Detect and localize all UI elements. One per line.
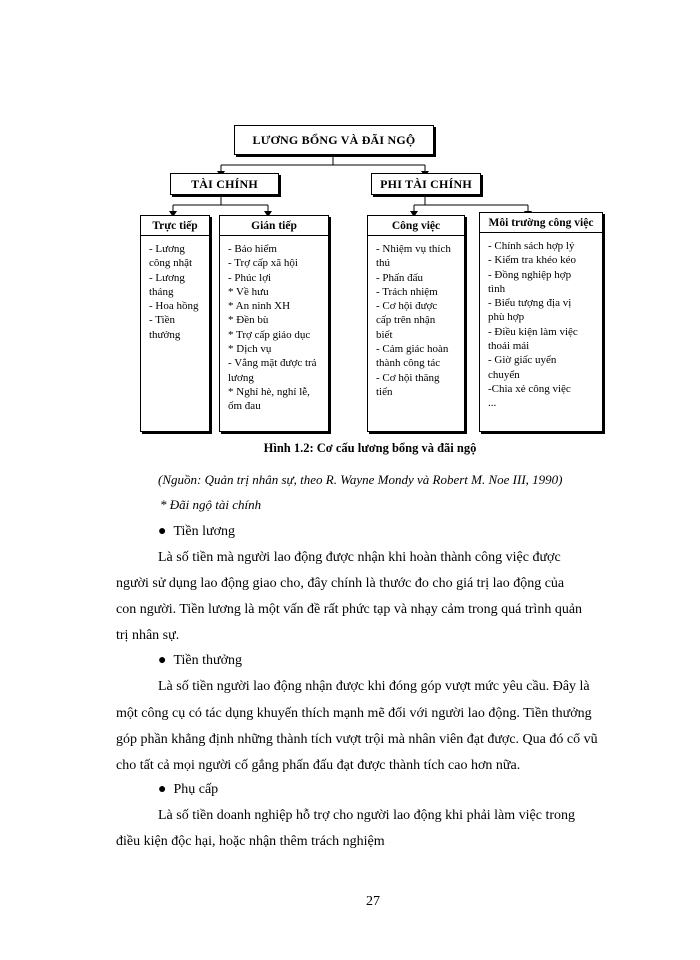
list-item: - Biểu tượng địa vị [488, 297, 572, 310]
list-item: * Về hưu [228, 285, 269, 298]
list-item: thú [376, 257, 391, 270]
list-item: ... [488, 397, 497, 410]
list-item: - Kiểm tra khéo kéo [488, 254, 576, 267]
column-direct-title: Trực tiếp [141, 216, 209, 236]
paragraph-bonus-line-4: cho tất cả mọi người cố gắng phấn đấu đạt được thành tích cao hơn nữa. [116, 758, 521, 773]
bullet-dot-icon: ● [158, 782, 167, 797]
list-item: chuyển [488, 368, 520, 381]
list-item: - Cơ hội được [376, 300, 438, 313]
list-item: - Hoa hồng [149, 300, 199, 313]
list-item: tháng [149, 285, 174, 298]
column-job [367, 215, 465, 432]
figure-source: (Nguồn: Quản trị nhân sự, theo R. Wayne Mondy và Robert M. Noe III, 1990) [158, 472, 563, 487]
list-item: - Chính sách hợp lý [488, 240, 575, 252]
list-item: tình [488, 282, 506, 295]
column-work-environment-title: Môi trường công việc [480, 213, 602, 233]
list-item: * Đền bù [228, 314, 269, 327]
list-item: - Vắng mặt được trả [228, 357, 317, 370]
diagram-root-title: LƯƠNG BỔNG VÀ ĐÃI NGỘ [252, 133, 416, 147]
list-item: cấp trên nhận [376, 314, 436, 327]
paragraph-bonus-line-2: một công cụ có tác dụng khuyến thích mạnh mẽ đối với người lao động. Tiền thưởng [116, 706, 592, 721]
list-item: - Bảo hiểm [228, 243, 277, 255]
bullet-bonus-label: Tiền thưởng [173, 653, 243, 668]
list-item: * An ninh XH [228, 300, 291, 313]
column-job-list [368, 236, 464, 399]
bullet-allowance [158, 782, 218, 798]
list-item: - Phúc lợi [228, 271, 272, 284]
column-indirect-title: Gián tiếp [220, 216, 328, 236]
list-item: phù hợp [488, 311, 525, 324]
list-item: - Tiền [149, 314, 175, 327]
paragraph-bonus-line-3: góp phần khẳng định những thành tích vượt trội mà nhân viên đạt được. Qua đó cổ vũ [116, 732, 598, 747]
branch-nonfinancial-title: PHI TÀI CHÍNH [380, 177, 472, 191]
list-item: -Chia xẻ công việc [488, 382, 571, 395]
list-item: * Dịch vụ [228, 343, 272, 356]
list-item: - Phấn đấu [376, 271, 424, 284]
list-item: - Nhiệm vụ thích [376, 243, 451, 255]
column-work-environment-list [480, 233, 602, 411]
paragraph-salary-line-4: trị nhân sự. [116, 628, 180, 643]
diagram-root-box [234, 125, 434, 155]
page-number: 27 [366, 894, 380, 909]
column-job-title: Công việc [368, 216, 464, 236]
column-indirect-list [220, 236, 328, 414]
branch-financial-box [170, 173, 279, 195]
paragraph-bonus-line-1: Là số tiền người lao động nhận được khi đóng góp vượt mức yêu cầu. Đây là [158, 679, 590, 694]
column-work-environment [479, 212, 603, 432]
paragraph-allowance-line-2: điều kiện độc hại, hoặc nhận thêm trách nghiệm [116, 834, 385, 849]
paragraph-salary-line-3: con người. Tiền lương là một vấn đề rất phức tạp và nhạy cảm trong quá trình quản [116, 602, 583, 617]
paragraph-salary-line-1: Là số tiền mà người lao động được nhận khi hoàn thành công việc được [158, 550, 561, 565]
subheading-financial: * Đãi ngộ tài chính [160, 497, 262, 512]
list-item: - Điều kiện làm việc [488, 325, 578, 338]
branch-financial-title: TÀI CHÍNH [191, 177, 258, 191]
column-direct-list [141, 236, 209, 342]
paragraph-allowance-line-1: Là số tiền doanh nghiệp hỗ trợ cho người lao động khi phải làm việc trong [158, 808, 576, 823]
list-item: - Trách nhiệm [376, 285, 438, 298]
bullet-allowance-label: Phụ cấp [173, 782, 219, 797]
list-item: lương [228, 371, 254, 384]
list-item: công nhật [149, 257, 193, 270]
list-item: thưởng [149, 328, 181, 341]
list-item: - Giờ giấc uyển [488, 354, 557, 367]
bullet-bonus [158, 653, 242, 669]
bullet-salary [158, 524, 235, 540]
list-item: biết [376, 328, 393, 341]
list-item: - Lương [149, 271, 185, 284]
list-item: - Lương [149, 243, 185, 255]
list-item: - Trợ cấp xã hội [228, 257, 298, 270]
column-direct [140, 215, 210, 432]
list-item: - Cảm giác hoàn [376, 343, 449, 356]
column-indirect [219, 215, 329, 432]
list-item: - Cơ hội thăng [376, 371, 440, 384]
list-item: * Nghỉ hè, nghỉ lễ, [228, 385, 310, 398]
branch-nonfinancial-box [371, 173, 481, 195]
list-item: - Đồng nghiệp hợp [488, 268, 572, 281]
bullet-dot-icon: ● [158, 653, 167, 668]
figure-caption: Hình 1.2: Cơ cấu lương bổng và đãi ngộ [263, 441, 477, 455]
list-item: * Trợ cấp giáo dục [228, 328, 311, 341]
list-item: ốm đau [228, 400, 261, 413]
bullet-salary-label: Tiền lương [173, 524, 236, 539]
paragraph-salary-line-2: người sử dụng lao động giao cho, đây chính là thước đo cho giá trị lao động của [116, 576, 565, 591]
list-item: thành công tác [376, 357, 441, 370]
bullet-dot-icon: ● [158, 524, 167, 539]
list-item: thoải mái [488, 340, 530, 353]
list-item: tiến [376, 385, 393, 398]
